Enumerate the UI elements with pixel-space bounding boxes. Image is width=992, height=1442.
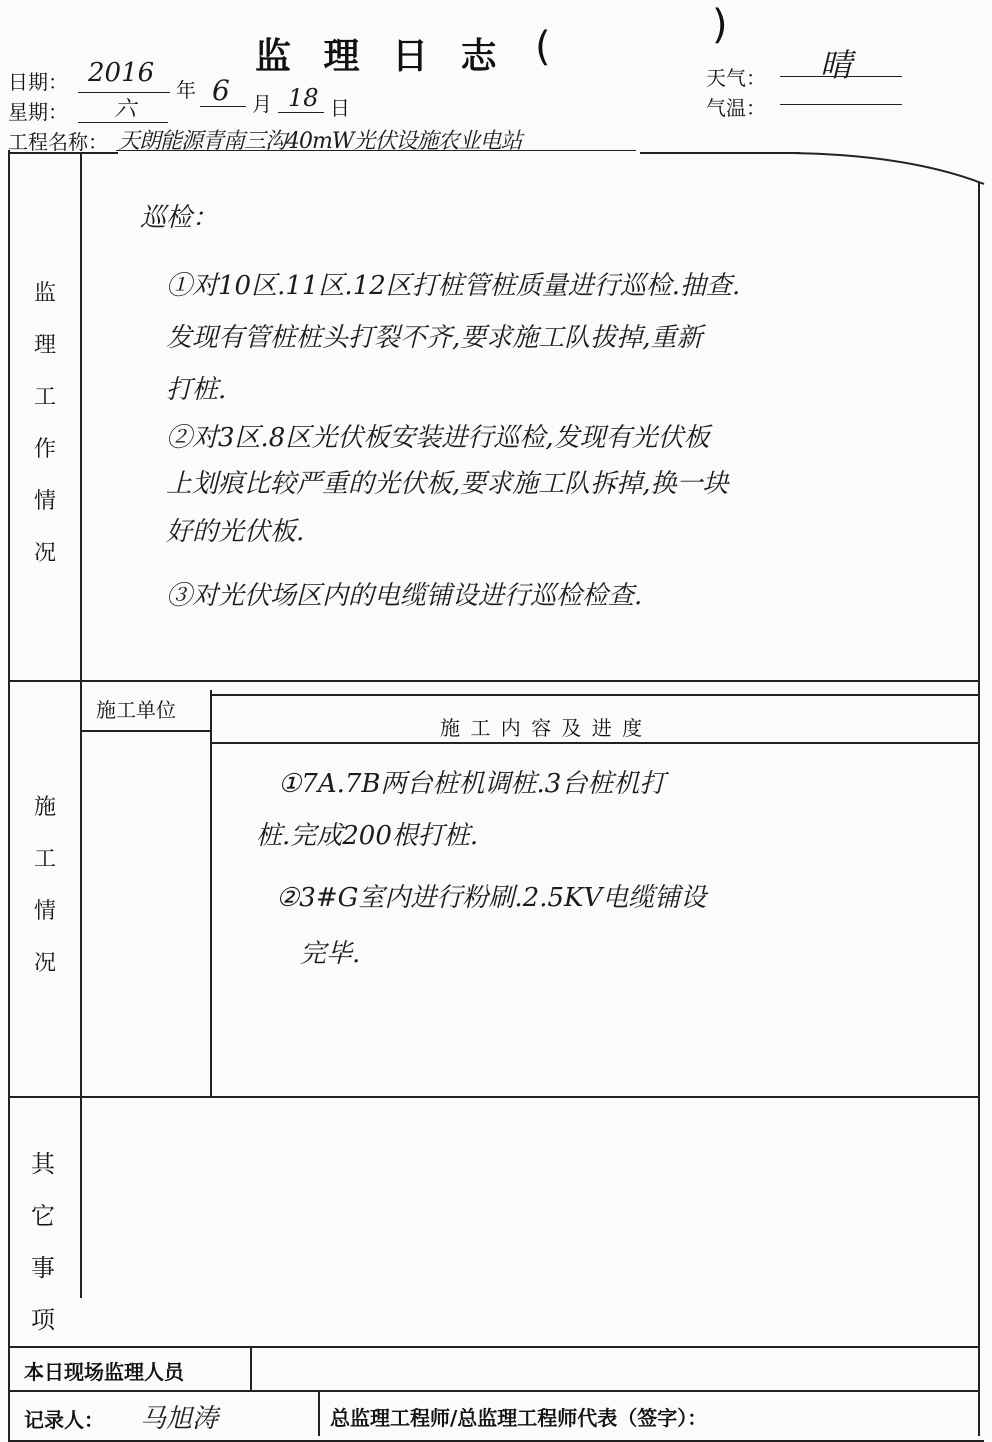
- footer-divider: [8, 1346, 978, 1348]
- section-divider: [8, 1096, 978, 1098]
- other-section-label: 其 它 事 项: [31, 1150, 55, 1334]
- recorder-divider: [318, 1390, 320, 1436]
- construction-line: ②3#G室内进行粉刷.2.5KV电缆铺设: [276, 883, 707, 913]
- construction-content-header: 施 工 内 容 及 进 度: [440, 716, 645, 740]
- table-corner-curve: [790, 150, 990, 190]
- weekday-label: 星期：: [8, 100, 68, 124]
- unit-header-underline: [80, 730, 210, 732]
- table-top-left: [8, 152, 118, 154]
- year-value: 2016: [88, 58, 155, 88]
- construction-unit-header: 施工单位: [96, 698, 176, 722]
- weather-label: 天气：: [706, 66, 766, 90]
- onsite-staff-label: 本日现场监理人员: [24, 1360, 184, 1384]
- weekday-value: 六: [114, 97, 137, 122]
- weather-underline: [780, 76, 902, 77]
- unit-column-divider: [210, 690, 212, 1096]
- table-right-border: [978, 182, 980, 1436]
- temperature-label: 气温：: [706, 96, 766, 120]
- content-header-top: [210, 694, 978, 696]
- section-divider: [8, 680, 978, 682]
- content-header-underline: [210, 742, 978, 744]
- supervision-line: ①对10区.11区.12区打桩管桩质量进行巡检.抽查.: [166, 271, 741, 301]
- project-value: 天朗能源青南三沟40mW光伏设施农业电站: [118, 129, 522, 154]
- temperature-underline: [780, 104, 902, 105]
- recorder-label: 记录人：: [24, 1408, 104, 1432]
- month-underline: [200, 106, 246, 107]
- supervision-section-label: 监 理 工 作 情 况: [33, 281, 56, 566]
- table-top-right: [640, 152, 800, 154]
- construction-section-label: 施 工 情 况: [33, 795, 56, 976]
- label-column-divider: [80, 152, 82, 1298]
- month-label: 月: [252, 92, 272, 116]
- recorder-signature: 马旭涛: [140, 1404, 219, 1434]
- supervision-line: 上划痕比较严重的光伏板,要求施工队拆掉,换一块: [166, 469, 729, 499]
- construction-line: 桩.完成200根打桩.: [256, 821, 479, 851]
- supervision-line: 发现有管桩桩头打裂不齐,要求施工队拔掉,重新: [166, 323, 703, 353]
- construction-line: 完毕.: [300, 939, 361, 969]
- day-value: 18: [288, 84, 319, 112]
- weather-value: 晴: [820, 46, 853, 84]
- day-underline: [278, 112, 324, 113]
- title-paren-open: (: [535, 24, 551, 70]
- supervision-line: 好的光伏板.: [166, 517, 305, 547]
- chief-engineer-label: 总监理工程师/总监理工程师代表（签字）：: [330, 1406, 708, 1430]
- footer-divider: [8, 1390, 978, 1392]
- month-value: 6: [212, 74, 230, 107]
- construction-line: ①7A.7B两台桩机调桩.3台桩机打: [278, 769, 666, 799]
- supervision-line: 打桩.: [166, 375, 227, 405]
- title-paren-close: ): [712, 2, 728, 48]
- year-label: 年: [176, 78, 196, 102]
- supervision-line: ③对光伏场区内的电缆铺设进行巡检检查.: [166, 581, 643, 611]
- supervision-line: ②对3区.8区光伏板安装进行巡检,发现有光伏板: [166, 423, 710, 453]
- page-title: 监 理 日 志: [255, 36, 507, 77]
- supervision-heading: 巡检：: [140, 203, 219, 233]
- onsite-divider: [250, 1346, 252, 1390]
- weekday-underline: [78, 122, 168, 123]
- project-label: 工程名称：: [8, 130, 108, 154]
- date-label: 日期：: [8, 70, 68, 94]
- day-label: 日: [330, 96, 350, 120]
